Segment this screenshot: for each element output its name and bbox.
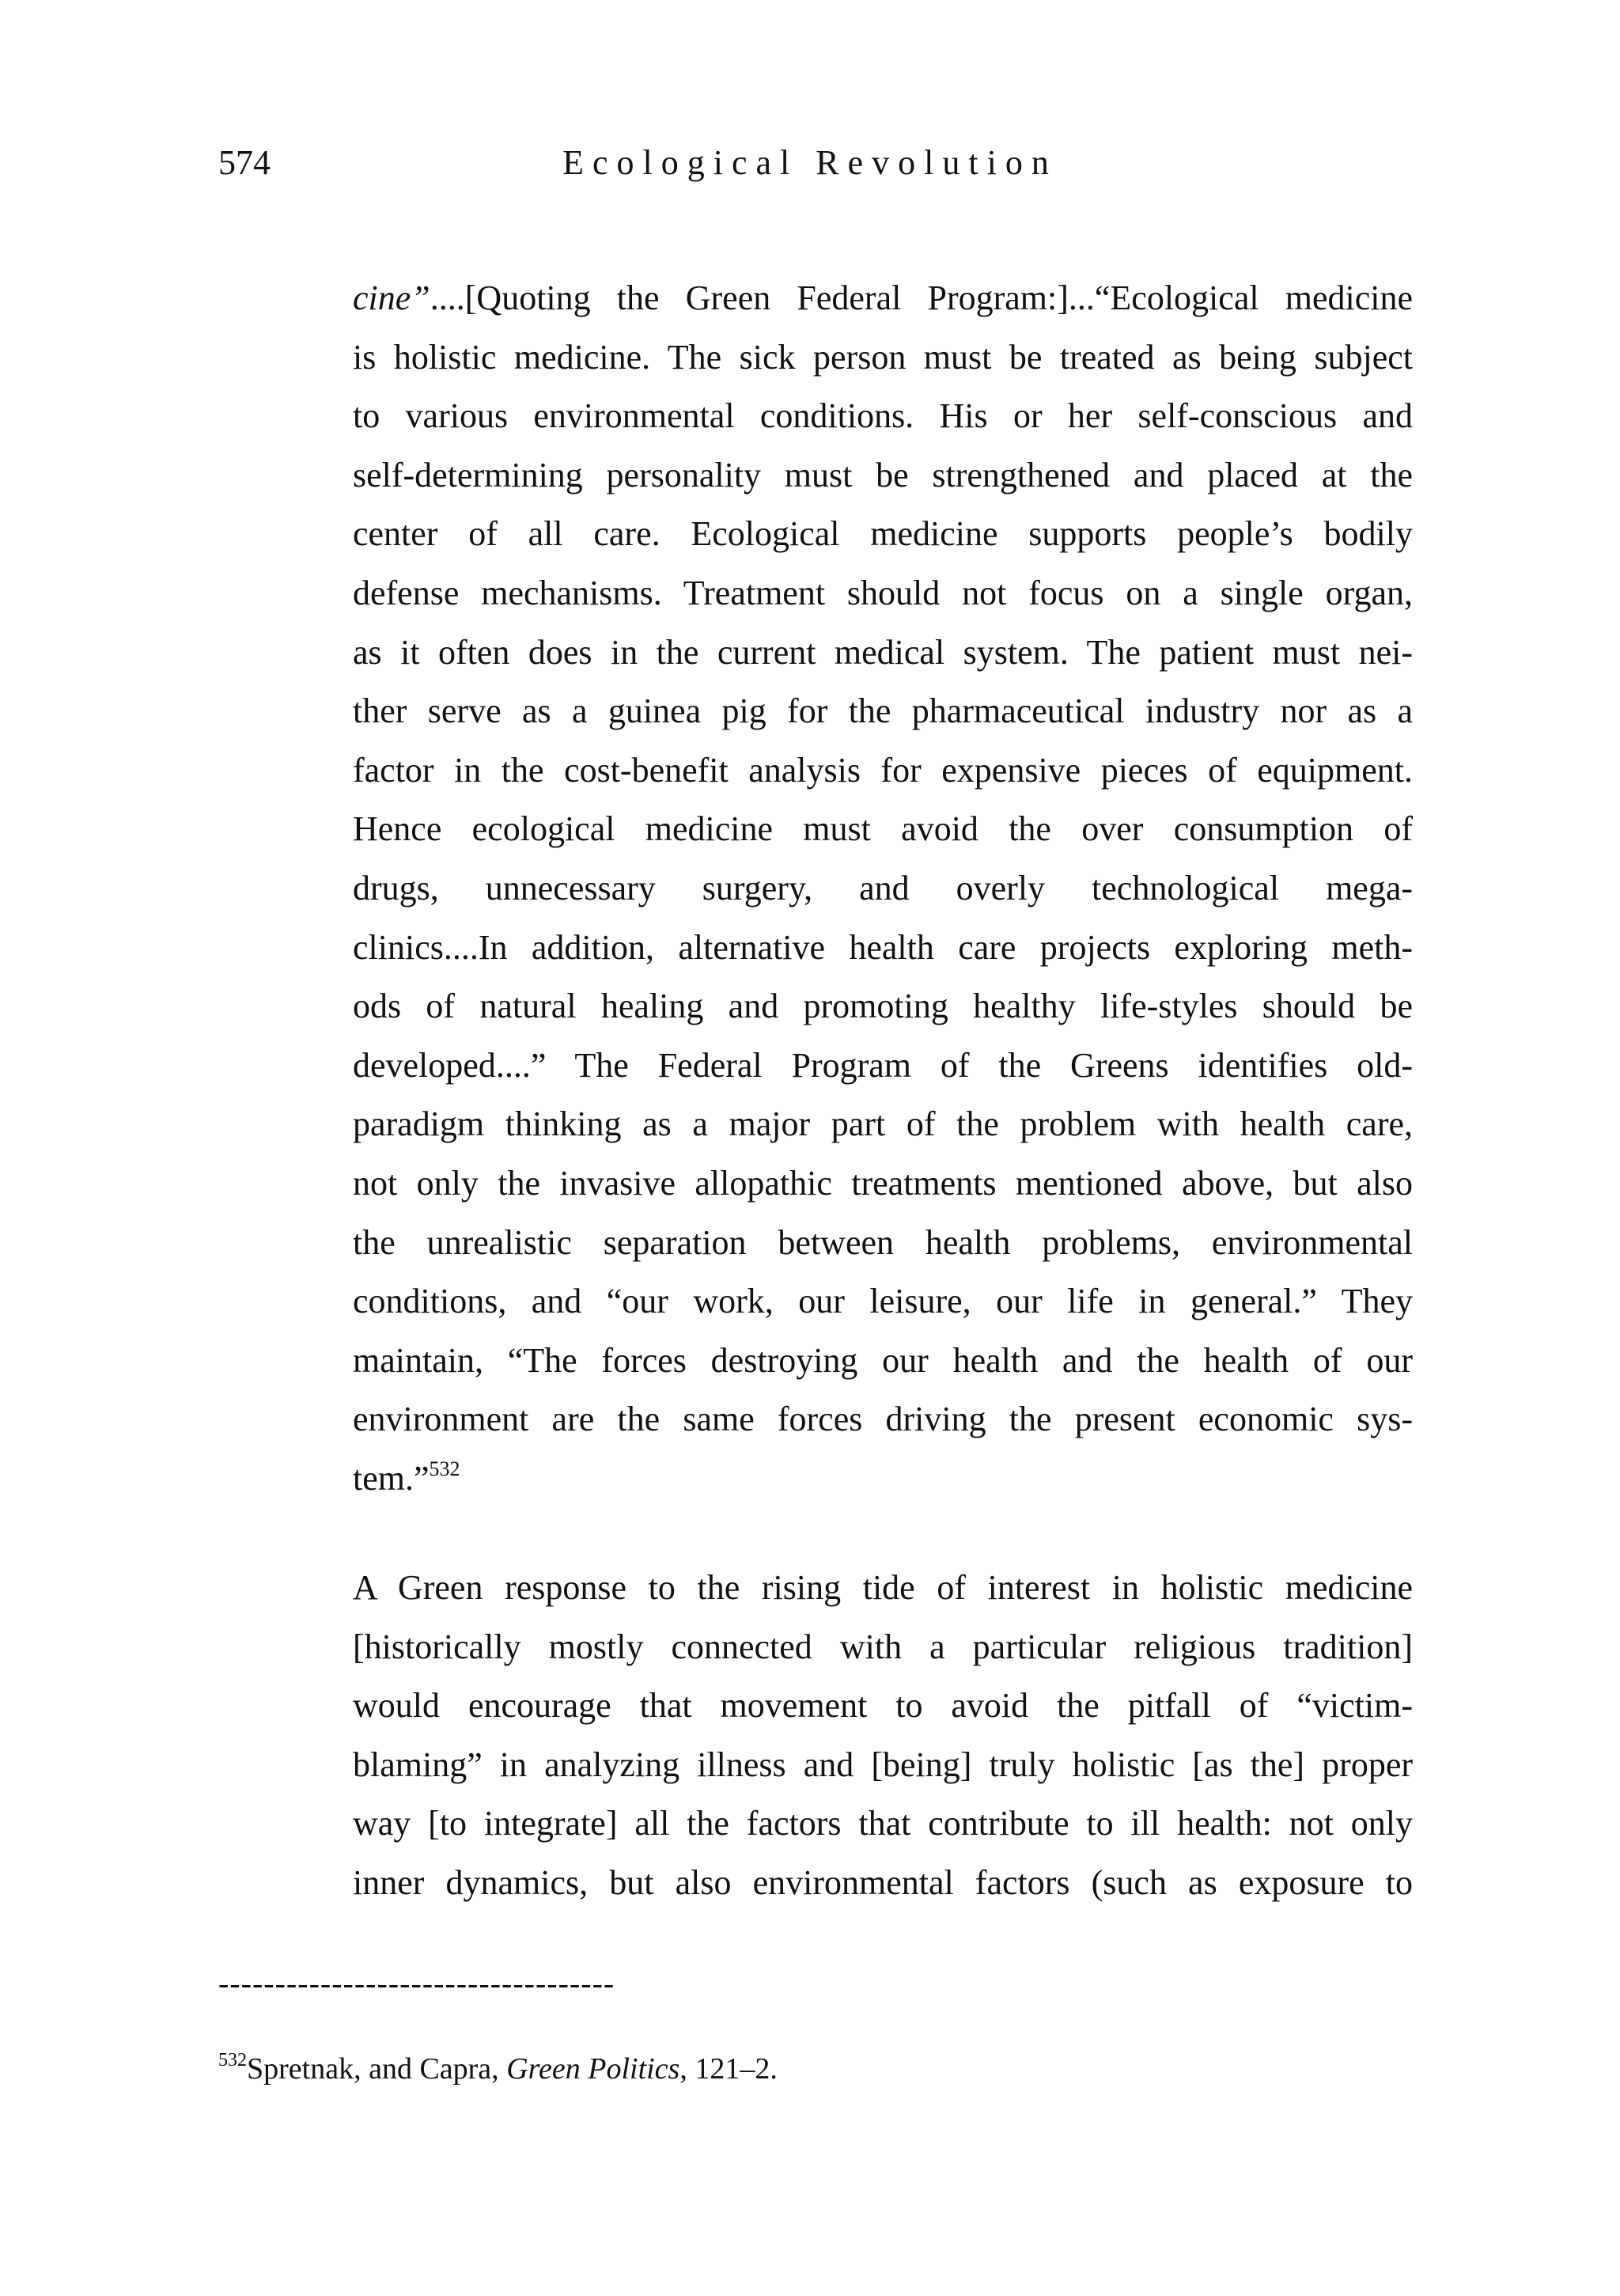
footnote-number: 532 [218, 2050, 247, 2071]
text-line [353, 269, 1413, 328]
body-paragraph [353, 1559, 1413, 1913]
text-line: maintain, “The forces destroying our health and the health of our [353, 1340, 1413, 1380]
page-number: 574 [218, 143, 271, 182]
footnote-text: Spretnak, and Capra, [247, 2052, 507, 2086]
text-line: blaming” in analyzing illness and [being] truly holistic [as the] proper [353, 1745, 1413, 1784]
text-line: ther serve as a guinea pig for the pharmaceutical industry nor as a [353, 691, 1413, 731]
text-line: to various environmental conditions. His or her self-conscious and [353, 396, 1413, 436]
text-line: conditions, and “our work, our leisure, our life in general.” They [353, 1282, 1413, 1321]
quoted-paragraph [353, 269, 1413, 1508]
text-line: the unrealistic separation between health problems, environmental [353, 1222, 1413, 1262]
text-line: is holistic medicine. The sick person must be treated as being subject [353, 337, 1413, 377]
text-line: defense mechanisms. Treatment should not focus on a single organ, [353, 573, 1413, 612]
text-line: drugs, unnecessary surgery, and overly technological mega- [353, 868, 1413, 907]
text-line: not only the invasive allopathic treatments mentioned above, but also [353, 1163, 1413, 1203]
text-line: environment are the same forces driving the present economic sys- [353, 1400, 1413, 1439]
text-line: clinics....In addition, alternative health care projects exploring meth- [353, 927, 1413, 967]
text-line: self-determining personality must be strengthened and placed at the [353, 455, 1413, 494]
footnote [218, 2049, 778, 2089]
footnote-separator: ----------------------------------- [218, 1965, 615, 2001]
text-line [353, 1449, 1413, 1509]
text-line: center of all care. Ecological medicine supports people’s bodily [353, 514, 1413, 554]
text-line: paradigm thinking as a major part of the problem with health care, [353, 1104, 1413, 1144]
footnote-reference[interactable]: 532 [429, 1457, 460, 1480]
text-line: A Green response to the rising tide of interest in holistic medicine [353, 1568, 1413, 1607]
footnote-book-title: Green Politics [506, 2052, 680, 2086]
line-rest: ....[Quoting the Green Federal Program:]...“Ecological medicine [430, 278, 1413, 317]
text-line: [historically mostly connected with a particular religious tradition] [353, 1627, 1413, 1666]
text-line: ods of natural healing and promoting healthy life-styles should be [353, 987, 1413, 1026]
text-line: as it often does in the current medical system. The patient must nei- [353, 632, 1413, 672]
text-line: developed....” The Federal Program of the Greens identifies old- [353, 1045, 1413, 1085]
text-line: way [to integrate] all the factors that contribute to ill health: not only [353, 1804, 1413, 1843]
text-line: Hence ecological medicine must avoid the over consumption of [353, 809, 1413, 849]
footnote-pages: , 121–2. [679, 2052, 778, 2086]
text-line: inner dynamics, but also environmental factors (such as exposure to [353, 1862, 1413, 1902]
text-line: factor in the cost-benefit analysis for expensive pieces of equipment. [353, 750, 1413, 790]
text-line: would encourage that movement to avoid the pitfall of “victim- [353, 1686, 1413, 1726]
running-head-title: Ecological Revolution [562, 143, 1058, 182]
last-line-text: tem.” [353, 1458, 430, 1498]
italic-fragment: cine” [353, 278, 430, 317]
